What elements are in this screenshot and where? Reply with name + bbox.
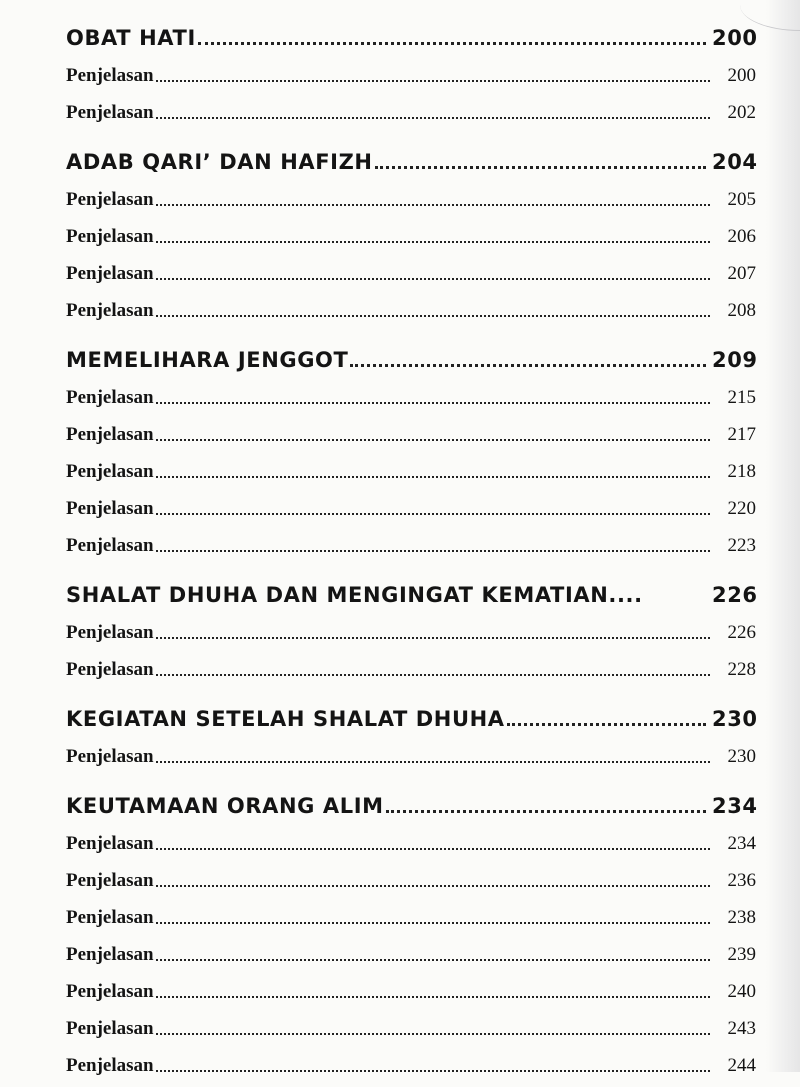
chapter-page-number: 209	[712, 348, 758, 372]
entry-label: Penjelasan	[66, 1018, 154, 1039]
chapter-heading	[66, 134, 756, 174]
entry-label: Penjelasan	[66, 981, 154, 1002]
entry-label: Penjelasan	[66, 387, 154, 408]
entry-page-number: 243	[727, 1018, 756, 1039]
entry-page-number: 205	[727, 189, 756, 210]
toc-section	[66, 778, 756, 1077]
chapter-title: MEMELIHARA JENGGOT	[66, 348, 349, 372]
toc-entry	[66, 1003, 756, 1040]
entry-page-number: 217	[727, 424, 756, 445]
toc-entry	[66, 644, 756, 681]
toc-section	[66, 332, 756, 557]
entry-label: Penjelasan	[66, 746, 154, 767]
dot-leader	[156, 80, 710, 82]
entry-label: Penjelasan	[66, 189, 154, 210]
entry-label: Penjelasan	[66, 65, 154, 86]
entry-label: Penjelasan	[66, 944, 154, 965]
dot-leader	[156, 674, 710, 676]
table-of-contents	[66, 10, 756, 1087]
dot-leader	[156, 476, 710, 478]
dot-leader	[507, 723, 706, 726]
chapter-title: KEGIATAN SETELAH SHALAT DHUHA	[66, 707, 505, 731]
entry-label: Penjelasan	[66, 102, 154, 123]
toc-entry	[66, 248, 756, 285]
entry-page-number: 228	[727, 659, 756, 680]
entry-page-number: 206	[727, 226, 756, 247]
chapter-heading	[66, 778, 756, 818]
dot-leader	[156, 117, 710, 119]
toc-entry	[66, 1040, 756, 1077]
toc-entry	[66, 211, 756, 248]
entry-page-number: 218	[727, 461, 756, 482]
dot-leader	[156, 513, 710, 515]
dot-leader	[156, 637, 710, 639]
dot-leader	[156, 315, 710, 317]
toc-entry	[66, 372, 756, 409]
entry-label: Penjelasan	[66, 424, 154, 445]
dot-leader	[156, 241, 710, 243]
toc-entry	[66, 483, 756, 520]
dot-leader	[156, 885, 710, 887]
chapter-title: KEUTAMAAN ORANG ALIM	[66, 794, 384, 818]
toc-entry	[66, 929, 756, 966]
entry-label: Penjelasan	[66, 833, 154, 854]
entry-label: Penjelasan	[66, 226, 154, 247]
entry-label: Penjelasan	[66, 622, 154, 643]
toc-section	[66, 691, 756, 768]
chapter-heading	[66, 691, 756, 731]
toc-entry	[66, 892, 756, 929]
chapter-page-number: 200	[712, 26, 758, 50]
entry-page-number: 207	[727, 263, 756, 284]
entry-label: Penjelasan	[66, 498, 154, 519]
entry-label: Penjelasan	[66, 659, 154, 680]
toc-entry	[66, 446, 756, 483]
dot-leader	[198, 42, 706, 45]
entry-page-number: 236	[727, 870, 756, 891]
dot-leader	[156, 761, 710, 763]
entry-page-number: 202	[727, 102, 756, 123]
dot-leader	[386, 810, 706, 813]
entry-label: Penjelasan	[66, 1055, 154, 1076]
entry-page-number: 234	[727, 833, 756, 854]
entry-page-number: 239	[727, 944, 756, 965]
entry-label: Penjelasan	[66, 263, 154, 284]
dot-leader	[156, 550, 710, 552]
entry-page-number: 223	[727, 535, 756, 556]
dot-leader	[156, 278, 710, 280]
dot-leader	[156, 922, 710, 924]
dot-leader	[375, 166, 706, 169]
toc-entry	[66, 855, 756, 892]
chapter-heading	[66, 332, 756, 372]
dot-leader	[350, 364, 706, 367]
chapter-heading	[66, 567, 756, 607]
entry-page-number: 244	[727, 1055, 756, 1076]
entry-page-number: 240	[727, 981, 756, 1002]
dot-leader	[156, 959, 710, 961]
toc-entry	[66, 818, 756, 855]
toc-entry	[66, 87, 756, 124]
toc-entry	[66, 520, 756, 557]
page-edge-shadow	[766, 0, 800, 1072]
chapter-page-number: 204	[712, 150, 758, 174]
chapter-heading	[66, 10, 756, 50]
entry-label: Penjelasan	[66, 907, 154, 928]
toc-section	[66, 567, 756, 681]
toc-entry	[66, 607, 756, 644]
entry-label: Penjelasan	[66, 300, 154, 321]
toc-entry	[66, 409, 756, 446]
entry-page-number: 238	[727, 907, 756, 928]
toc-entry	[66, 285, 756, 322]
toc-section	[66, 10, 756, 124]
toc-entry	[66, 174, 756, 211]
entry-page-number: 220	[727, 498, 756, 519]
entry-page-number: 208	[727, 300, 756, 321]
dot-leader	[156, 204, 710, 206]
dot-leader	[156, 1033, 710, 1035]
chapter-title: SHALAT DHUHA DAN MENGINGAT KEMATIAN....	[66, 583, 643, 607]
entry-label: Penjelasan	[66, 870, 154, 891]
entry-page-number: 215	[727, 387, 756, 408]
toc-entry	[66, 731, 756, 768]
entry-page-number: 230	[727, 746, 756, 767]
chapter-title: ADAB QARI’ DAN HAFIZH	[66, 150, 373, 174]
dot-leader	[156, 402, 710, 404]
dot-leader	[156, 848, 710, 850]
entry-label: Penjelasan	[66, 535, 154, 556]
toc-section	[66, 134, 756, 322]
dot-leader	[156, 996, 710, 998]
entry-page-number: 226	[727, 622, 756, 643]
chapter-page-number: 226	[712, 583, 758, 607]
toc-entry	[66, 50, 756, 87]
chapter-title: OBAT HATI	[66, 26, 196, 50]
entry-page-number: 200	[727, 65, 756, 86]
chapter-page-number: 230	[712, 707, 758, 731]
dot-leader	[156, 439, 710, 441]
entry-label: Penjelasan	[66, 461, 154, 482]
toc-entry	[66, 966, 756, 1003]
chapter-page-number: 234	[712, 794, 758, 818]
